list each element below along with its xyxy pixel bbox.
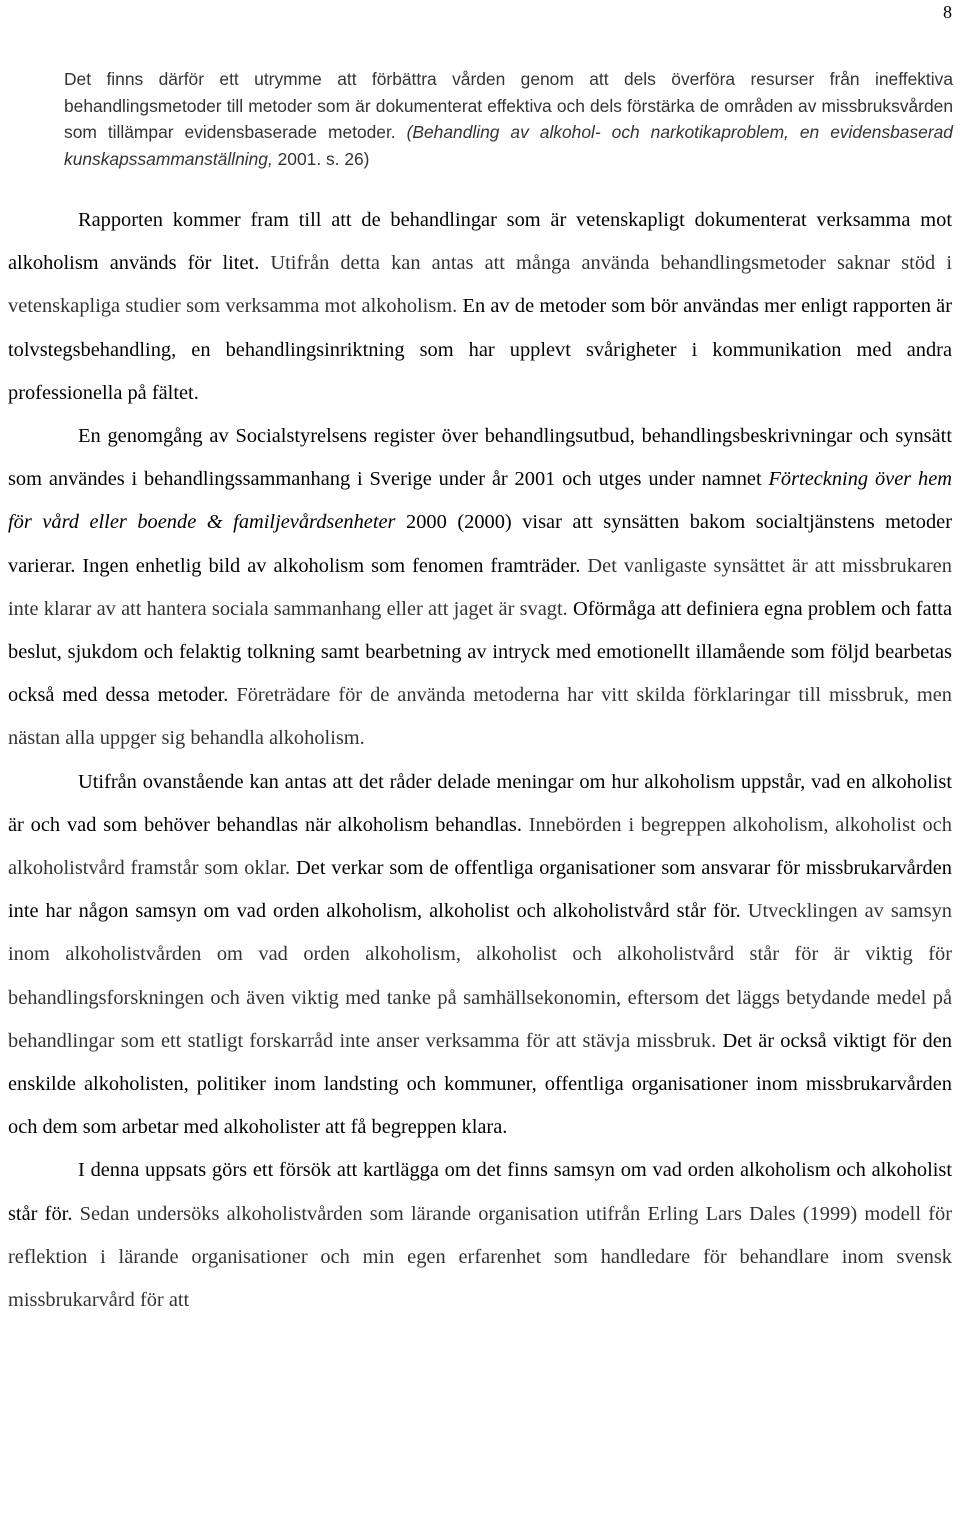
sentence: Innebörden i begreppen alkoholism, alkoholist och alkoholistvård framstår som oklar.: [8, 813, 952, 880]
publication-title: Förteckning över hem för vård eller boende & familjevårdsenheter: [8, 468, 952, 534]
sentence: En av de metoder som bör användas mer enligt rapporten är tolvstegsbehandling, en behandlingsinriktning som har upplevt svårigheter i kommunikation med andra professionella på fältet.: [8, 295, 953, 404]
body-text: [8, 199, 952, 1322]
sentence: Utifrån ovanstående kan antas att det råder delade meningar om hur alkoholism uppstår, vad en alkoholist är och vad som behöver behandlas när alkoholism behandlas.: [8, 770, 952, 836]
sentence: En genomgång av Socialstyrelsens register över behandlingsutbud, behandlingsbeskrivningar och synsätt som användes i behandlingssammanhang i Sverige under år 2001 och utges under namnet: [8, 425, 952, 491]
sentence: Det verkar som de offentliga organisationer som ansvarar för missbrukarvården inte har någon samsyn om vad orden alkoholism, alkoholist och alkoholistvård står för.: [8, 857, 952, 923]
paragraph-2: [8, 415, 952, 761]
paragraph-1: [8, 199, 952, 415]
quote-citation-title: (Behandling av alkohol- och narkotikaproblem, en evidensbaserad kunskapssammanställning,: [64, 122, 953, 169]
quote-citation-reference: 2001. s. 26): [272, 148, 370, 169]
sentence: Oförmåga att definiera egna problem och fatta beslut, sjukdom och felaktig tolkning samt bearbetning av intryck med emotionellt illamående som följd bearbetas också med dessa metoder.: [8, 597, 952, 707]
sentence: Rapporten kommer fram till att de behandlingar som är vetenskapligt dokumenterat verksamma mot alkoholism används för litet.: [8, 209, 952, 275]
sentence: I denna uppsats görs ett försök att kartlägga om det finns samsyn om vad orden alkoholism och alkoholist står för.: [8, 1159, 952, 1225]
sentence: Sedan undersöks alkoholistvården som lärande organisation utifrån Erling Lars Dales (1999) modell för reflektion i lärande organisationer och min egen erfarenhet som handledare för behandlare inom svensk missbrukarvård för att: [8, 1202, 952, 1312]
sentence: 2000 (2000) visar att synsätten bakom socialtjänstens metoder varierar. Ingen enhetlig bild av alkoholism som fenomen framträder.: [8, 511, 952, 577]
sentence: Det är också viktigt för den enskilde alkoholisten, politiker inom landsting och kommuner, offentliga organisationer inom missbrukarvården och dem som arbetar med alkoholister att få begreppen klara.: [8, 1029, 952, 1139]
sentence: Utvecklingen av samsyn inom alkoholistvården om vad orden alkoholism, alkoholist och alkoholistvård står för är viktig för behandlingsforskningen och även viktig med tanke på samhällsekonomin, eftersom det läggs betydande medel på behandlingar som ett statligt forskarråd inte anser verksamma för att stävja missbruk.: [8, 900, 952, 1052]
sentence: Det vanligaste synsättet är att missbrukaren inte klarar av att hantera sociala sammanhang eller att jaget är svagt.: [8, 554, 952, 620]
block-quote: [64, 66, 953, 172]
paragraph-3: [8, 761, 952, 1150]
paragraph-4: [8, 1149, 952, 1322]
page-number: 8: [943, 2, 952, 22]
sentence: Företrädare för de använda metoderna har vitt skilda förklaringar till missbruk, men nästan alla uppger sig behandla alkoholism.: [8, 684, 952, 750]
sentence: Utifrån detta kan antas att många använda behandlingsmetoder saknar stöd i vetenskapliga studier som verksamma mot alkoholism.: [8, 252, 952, 318]
quote-text: Det finns därför ett utrymme att förbättra vården genom att dels överföra resurser från ineffektiva behandlingsmetoder till metoder som är dokumenterat effektiva och dels förstärka de områden av missbruksvården som tillämpar evidensbaserade metoder.: [64, 69, 953, 142]
